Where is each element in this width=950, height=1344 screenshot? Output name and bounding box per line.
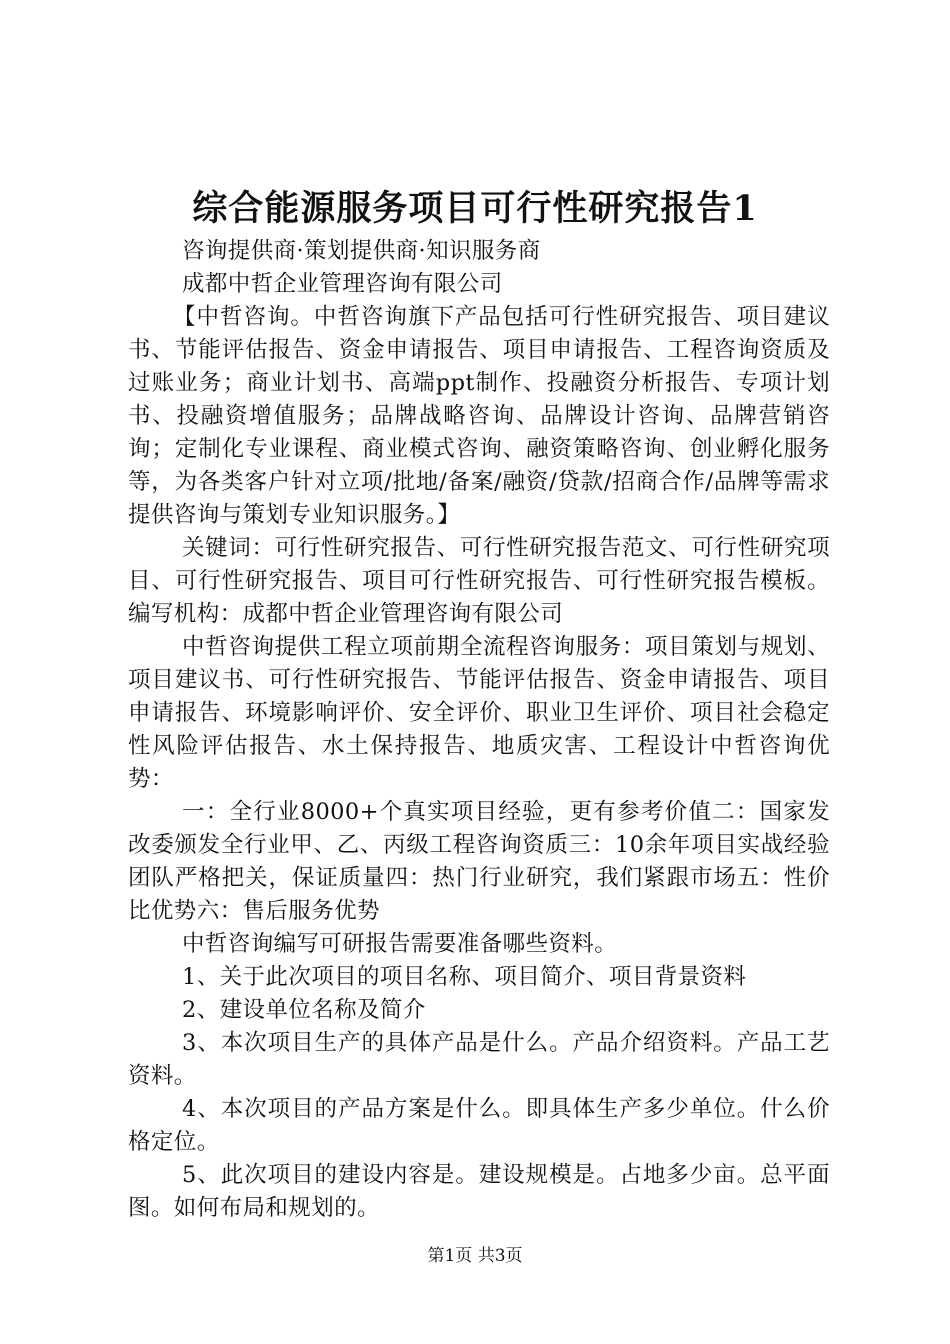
paragraph-company: 成都中哲企业管理咨询有限公司 xyxy=(182,271,503,297)
paragraph-intro: 【中哲咨询。中哲咨询旗下产品包括可行性研究报告、项目建议书、节能评估报告、资金申请报告、项目申请报告、工程咨询资质及过账业务；商业计划书、高端ppt制作、投融资分析报告、专项计划书、投融资增值服务；品牌战略咨询、品牌设计咨询、品牌营销咨询；定制化专业课程、商业模式咨询、融资策略咨询、创业孵化服务等，为各类客户针对立项/批地/备案/融资/贷款/招商合作/品牌等需求提供咨询与策划专业知识服务。】 xyxy=(128,304,830,528)
page-footer: 第1页 共3页 xyxy=(427,1246,523,1266)
list-item: 2、建设单位名称及简介 xyxy=(182,997,426,1023)
paragraph-materials-heading: 中哲咨询编写可研报告需要准备哪些资料。 xyxy=(182,931,618,957)
paragraph-keywords: 关键词：可行性研究报告、可行性研究报告范文、可行性研究项目、可行性研究报告、项目可行性研究报告、可行性研究报告模板。编写机构：成都中哲企业管理咨询有限公司 xyxy=(128,535,830,627)
list-item: 3、本次项目生产的具体产品是什么。产品介绍资料。产品工艺资料。 xyxy=(128,1030,830,1089)
document-title: 综合能源服务项目可行性研究报告1 xyxy=(192,188,758,229)
list-item: 4、本次项目的产品方案是什么。即具体生产多少单位。什么价格定位。 xyxy=(128,1096,830,1155)
list-item: 5、此次项目的建设内容是。建设规模是。占地多少亩。总平面图。如何布局和规划的。 xyxy=(128,1162,830,1221)
paragraph-services: 中哲咨询提供工程立项前期全流程咨询服务：项目策划与规划、项目建议书、可行性研究报告、节能评估报告、资金申请报告、项目申请报告、环境影响评价、安全评价、职业卫生评价、项目社会稳定性风险评估报告、水土保持报告、地质灾害、工程设计中哲咨询优势： xyxy=(128,634,830,792)
list-item: 1、关于此次项目的项目名称、项目简介、项目背景资料 xyxy=(182,964,747,990)
document-body xyxy=(128,235,830,1225)
paragraph-tagline: 咨询提供商·策划提供商·知识服务商 xyxy=(182,238,541,264)
paragraph-advantages: 一：全行业8000+个真实项目经验，更有参考价值二：国家发改委颁发全行业甲、乙、丙级工程咨询资质三：10余年项目实战经验团队严格把关，保证质量四：热门行业研究，我们紧跟市场五：性价比优势六：售后服务优势 xyxy=(128,799,830,924)
